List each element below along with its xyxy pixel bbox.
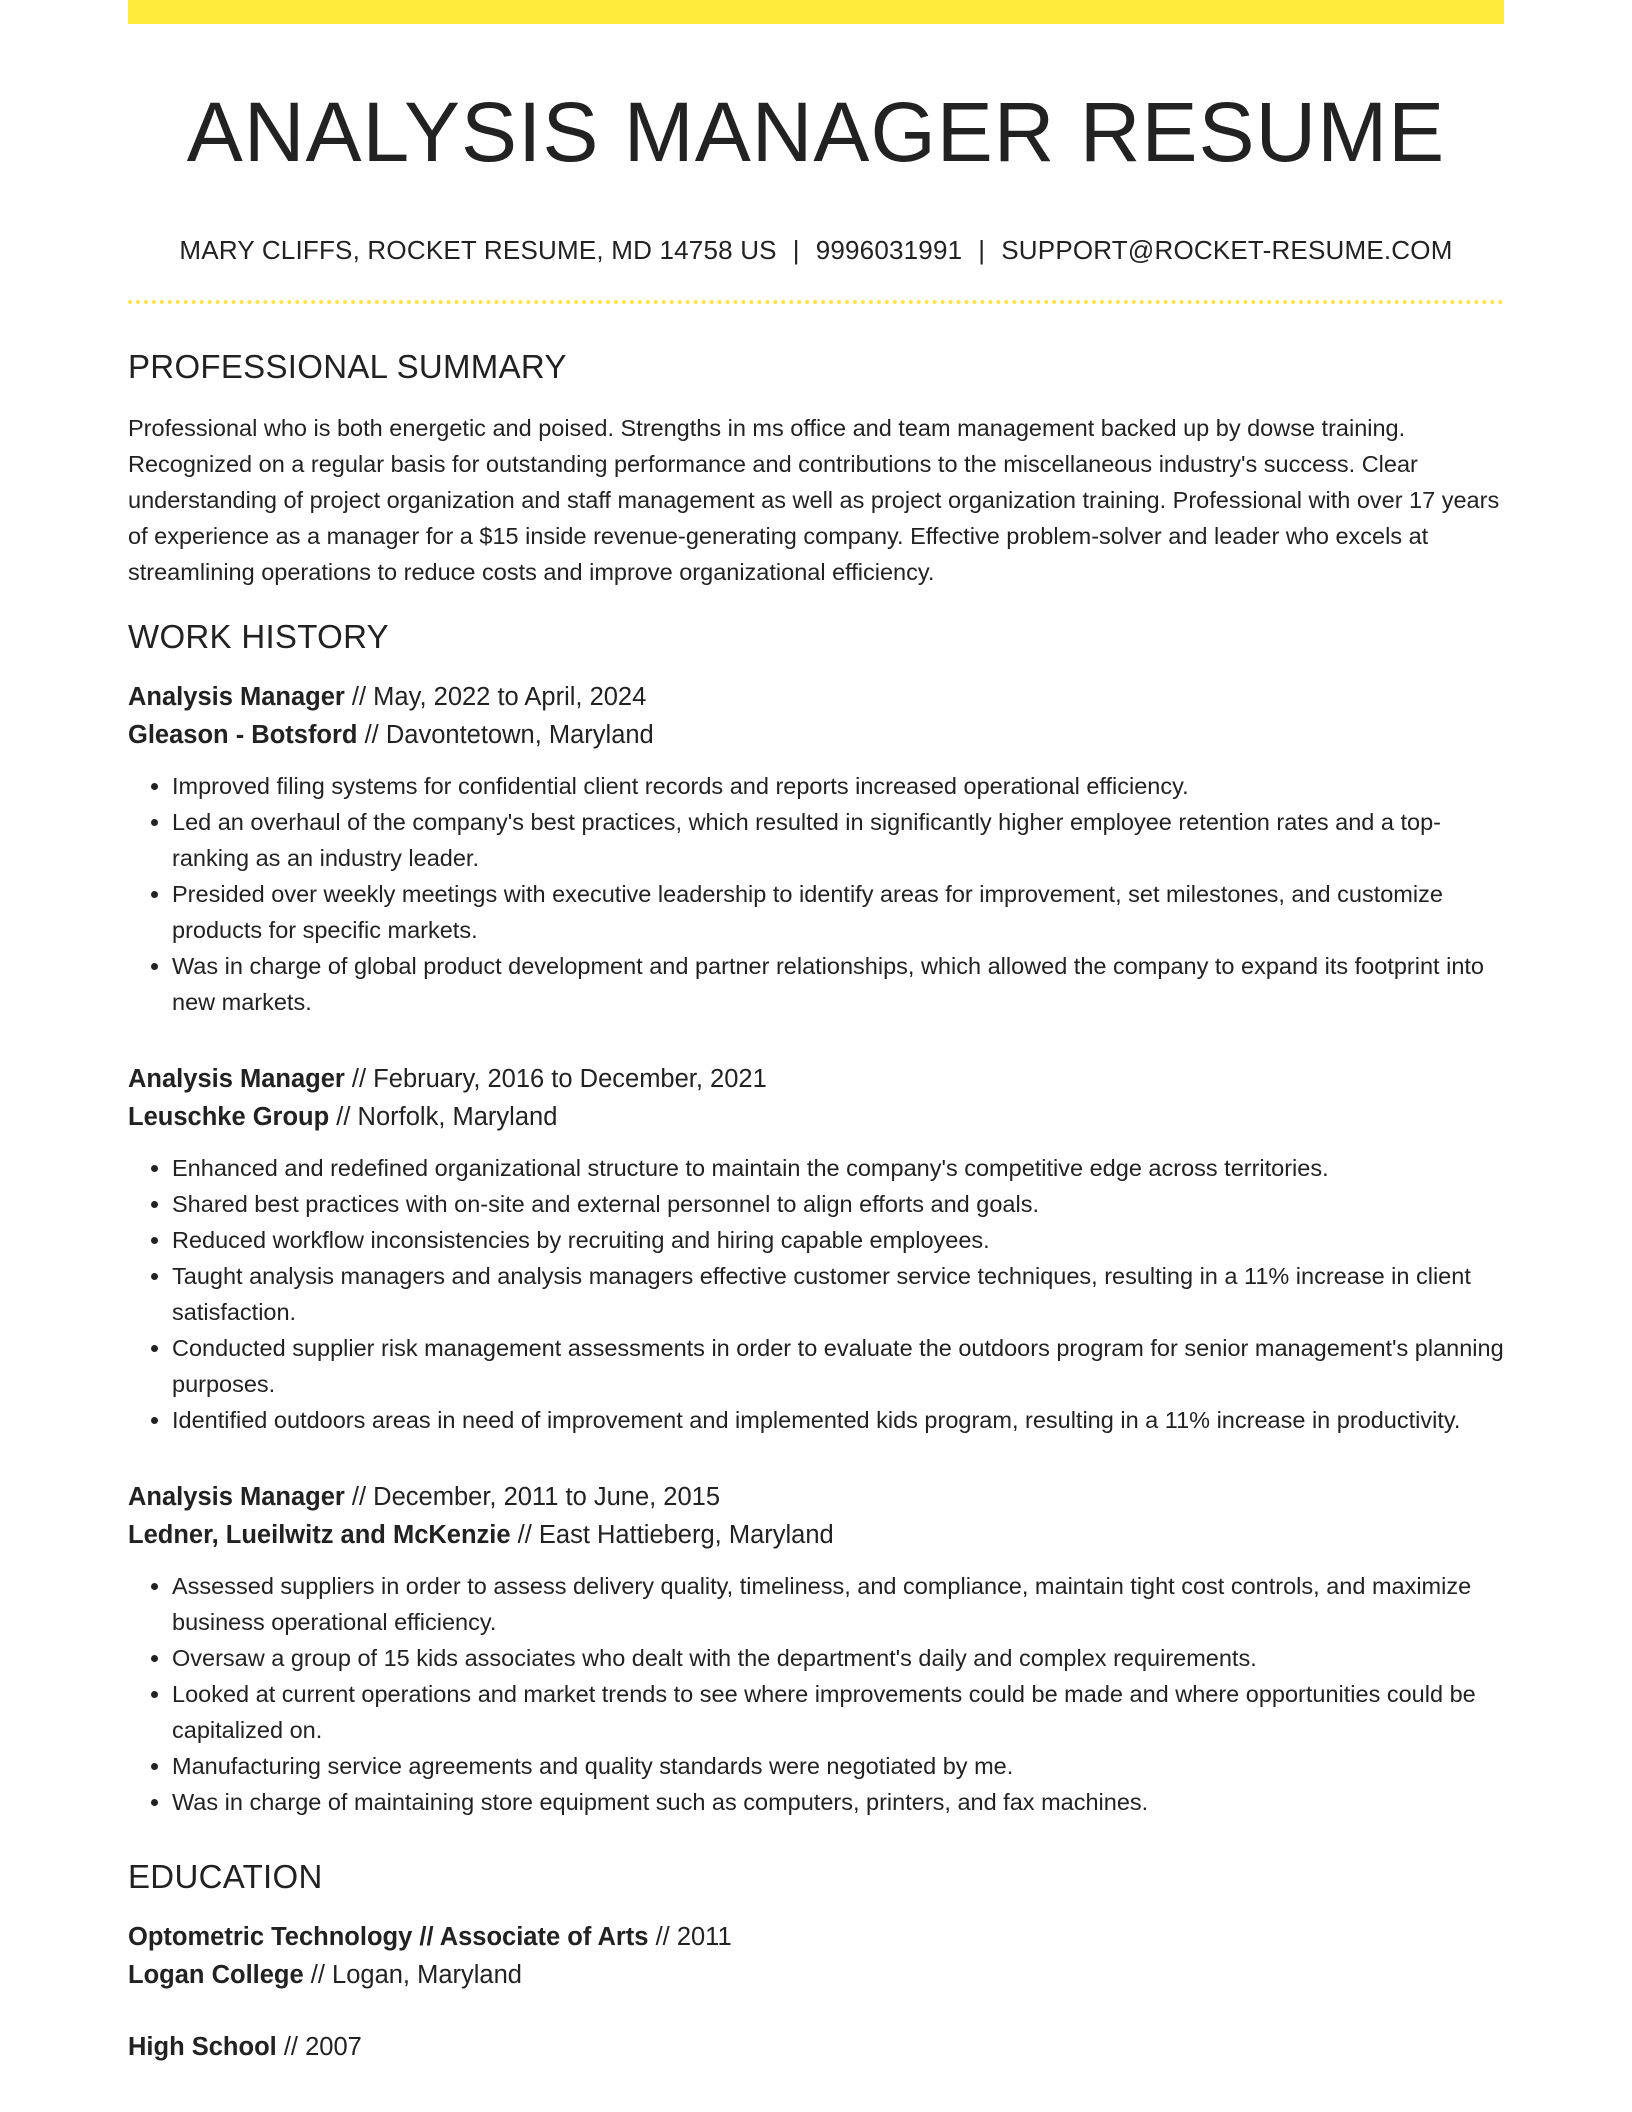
edu-degree-line [128,1918,1504,1956]
list-item: • Led an overhaul of the company's best practices, which resulted in significantly higher employee retention rates and a top-ranking as an industry leader. [172,804,1504,876]
job-dates: // May, 2022 to April, 2024 [344,682,647,711]
list-item: • Manufacturing service agreements and quality standards were negotiated by me. [172,1748,1504,1784]
list-item: • Looked at current operations and market trends to see where improvements could be made and where opportunities could be capitalized on. [172,1676,1504,1748]
job-company-line [128,1098,1504,1136]
job-title: Analysis Manager [128,682,345,711]
job-dates: // December, 2011 to June, 2015 [344,1482,721,1511]
edu-degree: High School [128,2032,277,2061]
job-title-line [128,1060,1504,1098]
job-company: Leuschke Group [128,1102,330,1131]
contact-email: SUPPORT@ROCKET-RESUME.COM [1001,234,1453,265]
education-entry [128,2028,1504,2066]
summary-text: Professional who is both energetic and poised. Strengths in ms office and team management backed up by dowse training. Recognized on a regular basis for outstanding performance and contributions to the miscellaneous industry's success. Clear understanding of project organization and staff management as well as project organization training. Professional with over 17 years of experience as a manager for a $15 inside revenue-generating company. Effective problem-solver and leader who excels at streamlining operations to reduce costs and improve organizational efficiency. [128,414,1500,585]
edu-year: // 2007 [276,2032,362,2061]
job-location: // East Hattieberg, Maryland [510,1520,834,1549]
job-title: Analysis Manager [128,1482,345,1511]
list-item: • Taught analysis managers and analysis managers effective customer service techniques, resulting in a 11% increase in client satisfaction. [172,1258,1504,1330]
list-item: • Identified outdoors areas in need of improvement and implemented kids program, resulting in a 11% increase in productivity. [172,1402,1504,1438]
list-item: • Assessed suppliers in order to assess delivery quality, timeliness, and compliance, maintain tight cost controls, and maximize business operational efficiency. [172,1568,1504,1640]
edu-year: // 2011 [648,1922,732,1951]
job-location: // Davontetown, Maryland [357,720,654,749]
job-bullets [128,1568,1504,1820]
contact-phone: 9996031991 [815,234,963,265]
contact-separator: | [792,234,800,265]
list-item: • Presided over weekly meetings with executive leadership to identify areas for improvement, set milestones, and customize products for specific markets. [172,876,1504,948]
section-heading: EDUCATION [128,1857,323,1895]
job-entry [128,1478,1504,1820]
summary-section [128,348,1504,590]
list-item: • Reduced workflow inconsistencies by recruiting and hiring capable employees. [172,1222,1504,1258]
section-heading: PROFESSIONAL SUMMARY [128,347,567,385]
edu-location: // Logan, Maryland [303,1960,522,1989]
list-item: • Was in charge of global product development and partner relationships, which allowed the company to expand its footprint into new markets. [172,948,1504,1020]
education-section [128,1858,1504,2066]
job-title: Analysis Manager [128,1064,345,1093]
list-item: • Shared best practices with on-site and external personnel to align efforts and goals. [172,1186,1504,1222]
job-bullets [128,768,1504,1020]
list-item: • Conducted supplier risk management assessments in order to evaluate the outdoors program for senior management's planning purposes. [172,1330,1504,1402]
dotted-divider [128,300,1504,304]
edu-school-line [128,1956,1504,1994]
job-entry [128,678,1504,1020]
page-title: ANALYSIS MANAGER RESUME [186,85,1446,179]
section-heading: WORK HISTORY [128,617,389,655]
work-history-section [128,618,1504,1820]
list-item: • Enhanced and redefined organizational structure to maintain the company's competitive edge across territories. [172,1150,1504,1186]
list-item: • Oversaw a group of 15 kids associates who dealt with the department's daily and complex requirements. [172,1640,1504,1676]
job-company: Gleason - Botsford [128,720,358,749]
list-item: • Was in charge of maintaining store equipment such as computers, printers, and fax machines. [172,1784,1504,1820]
contact-separator: | [978,234,986,265]
job-title-line [128,678,1504,716]
job-dates: // February, 2016 to December, 2021 [344,1064,767,1093]
edu-degree-line [128,2028,1504,2066]
education-entry [128,1918,1504,1994]
job-title-line [128,1478,1504,1516]
job-company-line [128,1516,1504,1554]
contact-address: MARY CLIFFS, ROCKET RESUME, MD 14758 US [179,234,777,265]
edu-school: Logan College [128,1960,304,1989]
list-item: • Improved filing systems for confidential client records and reports increased operational efficiency. [172,768,1504,804]
job-company: Ledner, Lueilwitz and McKenzie [128,1520,511,1549]
accent-bar [128,0,1504,24]
job-bullets [128,1150,1504,1438]
contact-line [128,235,1504,266]
job-entry [128,1060,1504,1438]
resume-page [128,0,1504,2066]
job-location: // Norfolk, Maryland [329,1102,558,1131]
edu-degree: Optometric Technology // Associate of Arts [128,1922,649,1951]
job-company-line [128,716,1504,754]
